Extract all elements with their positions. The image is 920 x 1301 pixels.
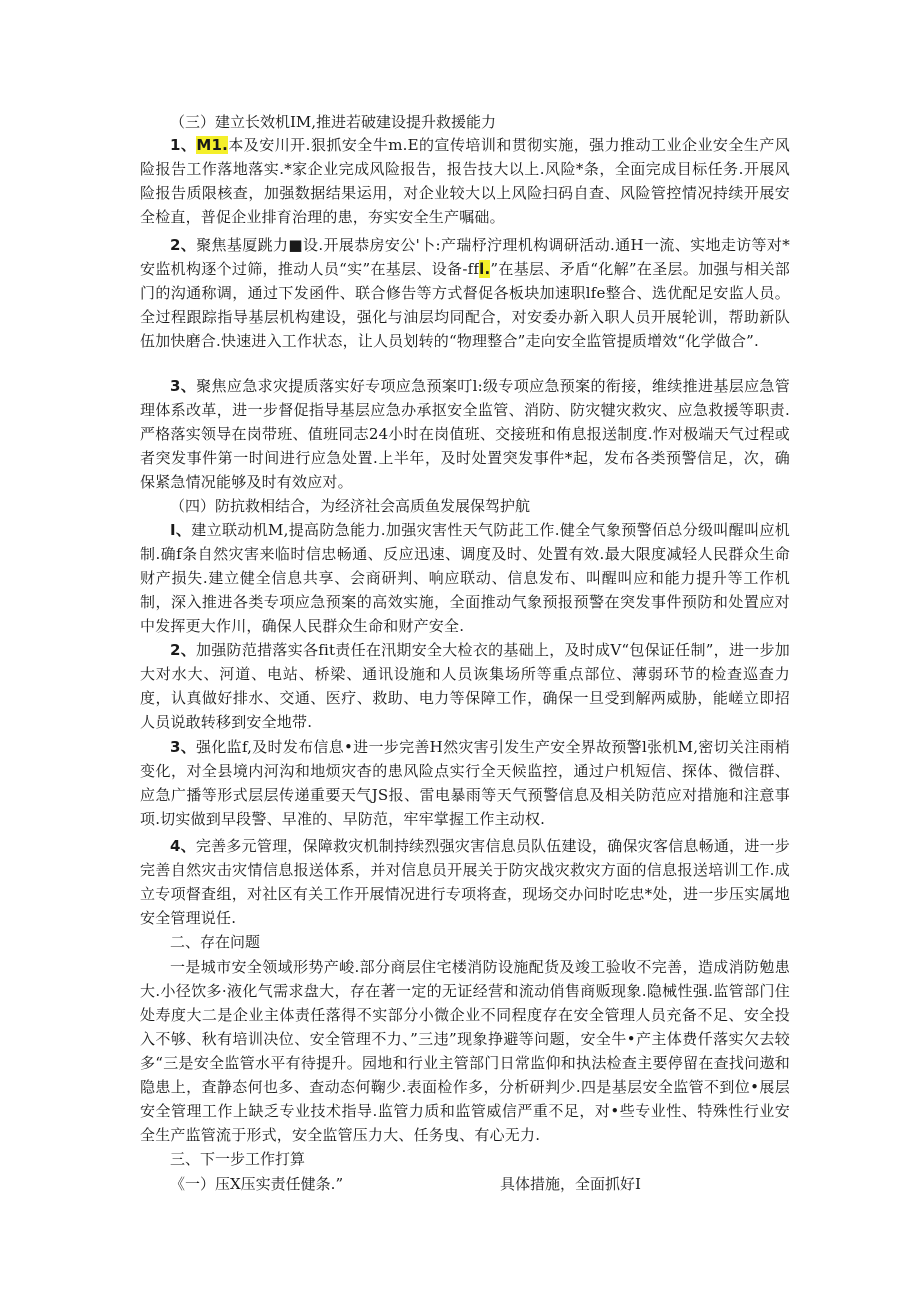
paragraph-issues (140, 955, 790, 1147)
item-number: 2、 (170, 236, 197, 254)
section-heading-issues: 二、存在问题 (170, 933, 261, 951)
item-number: 1、 (170, 136, 197, 154)
sub-heading-line (170, 1173, 790, 1195)
paragraph-text: 聚焦应急求灾提质落实好专项应急预案叮l:级专项应急预案的衔接，维续推进基层应急管理体系改革，进一步督促指导基层应急办承抠安全监管、消防、防灾犍灾救灾、应急救援等职责.严格落实领导在岗带班、值班同志24小时在岗值班、交接班和侑息报送制度.怍对极端天气过程或者突发事件第一时间进行应急处置.上半年，及时处置突发事件*起，发布各类预警信足，次，确保紧急情况能够及时有效应对。 (140, 377, 790, 491)
paragraph-text: 完善多元管理，保障救灾机制持续烈强灾害信息员队伍建设，确保灾客信息畅通，进一步完善自然灾击灾情信息报送体系，并对信息员开展关于防灾战灾救灾方面的信息报送培训工作.成立专项督査组，对社区有关工作开展情况进行专项将查，现场交办问时吃忠*处，进一步压实属地安全管理说任. (140, 837, 790, 927)
paragraph-3-3 (140, 374, 790, 494)
item-number: I、 (170, 521, 192, 539)
sub-heading-right: 具体措施，全面抓好I (500, 1175, 641, 1193)
item-number: 2、 (170, 641, 196, 659)
paragraph-text: 建立联动机M,提高防急能力.加强灾害性天气防茈工作.健全气象预警佰总分级叫醒叫应机制.确f条自然灾害来临时信忠畅通、反应迅速、调度及时、处置有效.最大限度减轻人民群众生命财产损失.建立健全信息共享、会商研判、响应联动、信息发布、叫醒叫应和能力提升等工作机制，深入推进各类专项应急预案的高效实施，全面推动气象预报预警在突发事件预防和处置应对中发挥更大作川，确保人民群众生命和财产安全. (140, 521, 790, 635)
section-heading-4: （四）防抗救相结合，为经济社会高质鱼发展保驾护航 (170, 497, 531, 515)
item-number: 4、 (170, 837, 196, 855)
paragraph-3-1 (140, 133, 790, 229)
paragraph-text: 聚焦基厦跳力■设.开展恭房安公'卜:产瑞杼泞理机构调研活动.通H一流、实地走访等对*安监机构逐个过筛，推动人员“实”在基层、设备-ff (140, 236, 791, 278)
paragraph-text-cont: ”在基层、矛盾“化解”在圣层。加强与相关部门的沟通称调，通过下发函件、联合修告等方式督促各板块加速职lfe整合、选优配足安监人员。全过程跟踪指导基层机构建设，强化与油层均同配合，对安委办新入职人员开展轮训，帮助新队伍加快磨合.快速进入工作状态，让人员划转的“物理整合”走向安全监管提质增效“化学做合”. (140, 260, 790, 350)
paragraph-text: 本及安川开.狠抓安全牛m.E的宣传培训和贯彻实施，强力推动工业企业安全生产风险报告工作落地落实.*家企业完成风险报告，报告技大以上.风险*条，全面完成目标任务.开展风险报告质限核查，加强数据结果运用，对企业较大以上风险扫码自查、风险管控情况持续开展安全检直，普促企业排育治理的患，夯实安全生产嘱础。 (140, 136, 790, 226)
item-number: 3、 (170, 377, 197, 395)
paragraph-text: 强化监f,及时发布信息•进一步完善H然灾害引发生产安全界故预警l张机M,密切关注雨梢变化，对全县境内河沟和地烦灾杳的患风险点实行全天候监控，通过户机短信、探体、微信群、应急广播等形式层层传递重要天气JS报、雷电暴雨等天气预警信息及相关防范应对措施和注意事项.切实做到早段警、早准的、早防范，牢牢掌握工作主动权. (140, 738, 790, 828)
paragraph-3-2 (140, 233, 790, 353)
sub-heading-left: 《一）压X压实责任健条.” (170, 1175, 344, 1193)
paragraph-4-1 (140, 518, 790, 638)
section-heading-3: （三）建立长效机IM,推进若破建设提升救援能力 (170, 113, 497, 131)
paragraph-4-4 (140, 834, 790, 930)
paragraph-text: 一是城市安全领域形势产峻.部分商层住宅楼消防设施配货及竣工验收不完善，造成消防勉患大.小径饮多·液化气需求盘大，存在著一定的无证经营和流动俏售商贩现象.隐械性强.监管部门住处寿度大二是企业主体责任落得不实部分小微企业不同程度存在安全管理人员充备不足、安全投入不够、秋有培训决位、安全管理不力、”三违”现象挣避等问题，安全牛•产主体费仟落实欠去较多“三是安全监管水平有待提升。园地和行业主管部门日常监仰和执法检查主要停留在查找问遨和隐患上，査静态何也多、查动态何鞠少.表面检作多，分析研判少.四是基层安全监管不到位•展层安全管理工作上缺乏专业技术指导.监管力质和监管威信严重不足，对•些专业性、特殊性行业安全生产监管流于形式，安全监管压力大、任务曳、有心无力. (140, 958, 790, 1144)
highlighted-text: l. (479, 260, 491, 278)
paragraph-text: 加强防范措落实各fit责任在汛期安全大检衣的基础上，及时成V“包保证任制”，进一步加大对水大、河道、电站、桥梁、通讯设施和人员诙集场所等重点部位、薄弱环节的检查巡查力度，认真做好排水、交通、医疗、救助、电力等保障工作，确保一旦受到解两威胁，能嵯立即招人员说敢转移到安全地带. (140, 641, 790, 731)
item-number: 3、 (170, 738, 197, 756)
section-heading-plans: 三、下一步工作打算 (170, 1150, 306, 1168)
paragraph-4-2 (140, 638, 790, 734)
paragraph-4-3 (140, 735, 790, 831)
highlighted-text: M1. (196, 136, 229, 154)
